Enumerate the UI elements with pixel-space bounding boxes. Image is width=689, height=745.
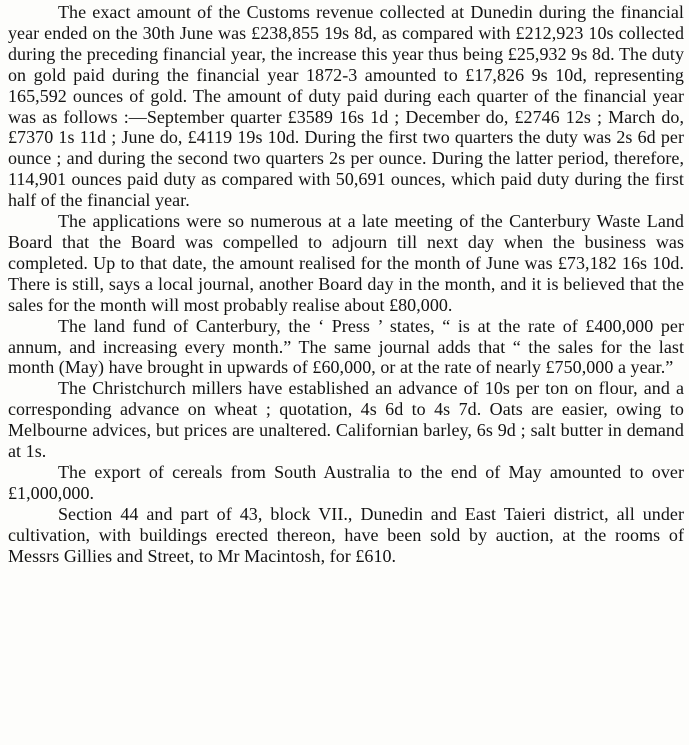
article-column bbox=[8, 2, 684, 566]
paragraph-land-sale: Section 44 and part of 43, block VII., Dunedin and East Taieri district, all under cultivation, with buildings erected thereon, have been sold by auction, at the rooms of Messrs Gillies and Street, to Mr Macintosh, for £610. bbox=[8, 503, 684, 566]
paragraph-cereal-export: The export of cereals from South Australia to the end of May amounted to over £1,000,000. bbox=[8, 461, 684, 503]
paragraph-millers: The Christchurch millers have established an advance of 10s per ton on flour, and a corresponding advance on wheat ; quotation, 4s 6d to 4s 7d. Oats are easier, owing to Melbourne advices, but prices are unaltered. Californian barley, 6s 9d ; salt butter in demand at 1s. bbox=[8, 378, 684, 462]
paragraph-customs-revenue: The exact amount of the Customs revenue collected at Dunedin during the financial year ended on the 30th June was £238,855 19s 8d, as compared with £212,923 10s collected during the preceding financial year, the increase this year thus being £25,932 9s 8d. The duty on gold paid during the financial year 1872-3 amounted to £17,826 9s 10d, representing 165,592 ounces of gold. The amount of duty paid during each quarter of the financial year was as follows :—September quarter £3589 16s 1d ; December do, £2746 12s ; March do, £7370 1s 11d ; June do, £4119 19s 10d. During the first two quarters the duty was 2s 6d per ounce ; and during the second two quarters 2s per ounce. During the latter period, therefore, 114,901 ounces paid duty as compared with 50,691 ounces, which paid duty during the first half of the financial year. bbox=[8, 2, 684, 211]
paragraph-land-fund: The land fund of Canterbury, the ‘ Press ’ states, “ is at the rate of £400,000 per annum, and increasing every month.” The same journal adds that “ the sales for the last month (May) have brought in upwards of £60,000, or at the rate of nearly £750,000 a year.” bbox=[8, 315, 684, 378]
paragraph-waste-land-board: The applications were so numerous at a late meeting of the Canterbury Waste Land Board that the Board was compelled to adjourn till next day when the business was completed. Up to that date, the amount realised for the month of June was £73,182 16s 10d. There is still, says a local journal, another Board day in the month, and it is believed that the sales for the month will most probably realise about £80,000. bbox=[8, 211, 684, 315]
